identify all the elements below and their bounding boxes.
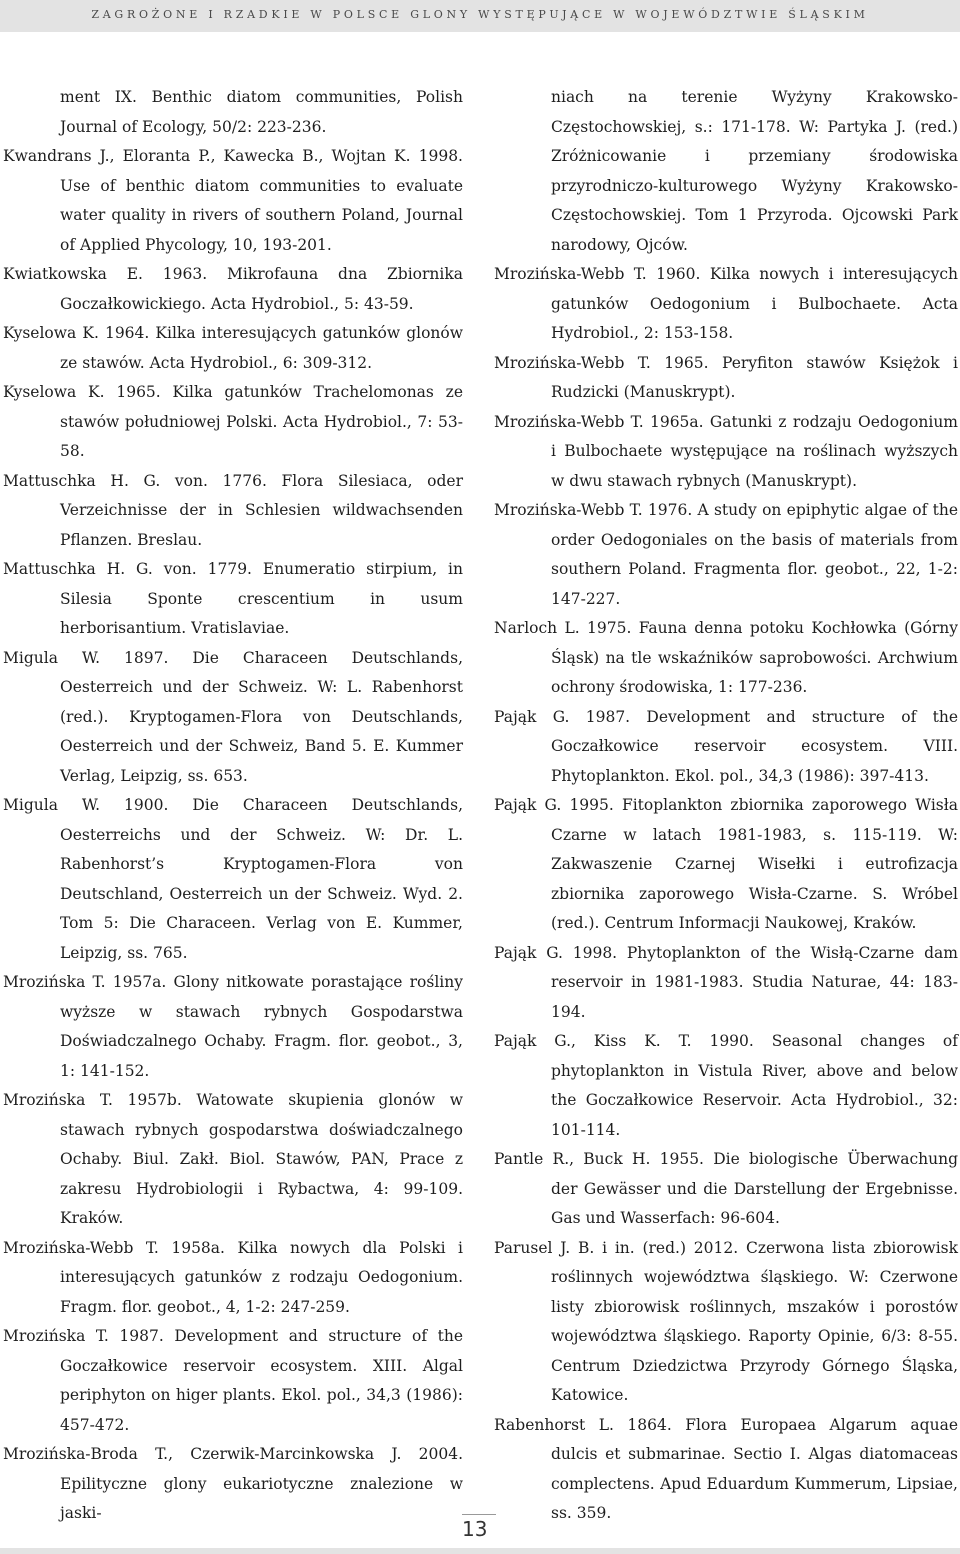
reference-entry: Mrozińska-Webb T. 1976. A study on epiphytic algae of the order Oedogoniales on the basis of materials from southern Poland. Fragmenta flor. geobot., 22, 1-2: 147-227. <box>494 501 958 608</box>
reference-entry: Mrozińska T. 1957a. Glony nitkowate porastające rośliny wyższe w stawach rybnych Gospodarstwa Doświadczalnego Ochaby. Fragm. flor. geobot., 3, 1: 141-152. <box>3 973 463 1080</box>
footer-band <box>0 1548 960 1554</box>
reference-entry: niach na terenie Wyżyny Krakowsko-Częstochowskiej, s.: 171-178. W: Partyka J. (red.) Zróżnicowanie i przemiany środowiska przyrodniczo-kulturowego Wyżyny Krakowsko-Częstochowskiej. Tom 1 Przyroda. Ojcowski Park narodowy, Ojców. <box>551 88 958 254</box>
reference-entry: Pająk G. 1998. Phytoplankton of the Wisłą-Czarne dam reservoir in 1981-1983. Studia Naturae, 44: 183-194. <box>494 943 958 1021</box>
reference-entry: Pająk G., Kiss K. T. 1990. Seasonal changes of phytoplankton in Vistula River, above and below the Goczałkowice Reservoir. Acta Hydrobiol., 32: 101-114. <box>494 1032 958 1139</box>
reference-entry: Migula W. 1897. Die Characeen Deutschlands, Oesterreich und der Schweiz. W: L. Rabenhorst (red.). Kryptogamen-Flora von Deutschlands, Oesterreich und der Schweiz, Band 5. E. Kummer Verlag, Leipzig, ss. 653. <box>3 648 463 785</box>
running-head-title: ZAGROŻONE I RZADKIE W POLSCE GLONY WYSTĘPUJĄCE W WOJEWÓDZTWIE ŚLĄSKIM <box>91 8 869 21</box>
reference-entry: Mrozińska-Webb T. 1965. Peryfiton stawów Księżok i Rudzicki (Manuskrypt). <box>494 353 958 401</box>
reference-entry: Pantle R., Buck H. 1955. Die biologische Überwachung der Gewässer und die Darstellung der Ergebnisse. Gas und Wasserfach: 96-604. <box>494 1150 958 1227</box>
reference-entry: Mattuschka H. G. von. 1776. Flora Silesiaca, oder Verzeichnisse der in Schlesien wildwachsenden Pflanzen. Breslau. <box>3 471 463 549</box>
left-reference-column <box>3 83 463 1529</box>
reference-entry: Mrozińska-Webb T. 1965a. Gatunki z rodzaju Oedogonium i Bulbochaete występujące na roślinach wyższych w dwu stawach rybnych (Manuskrypt). <box>494 412 958 490</box>
reference-entry: Mrozińska-Broda T., Czerwik-Marcinkowska J. 2004. Epilityczne glony eukariotyczne znalezione w jaski- <box>3 1445 463 1522</box>
right-reference-column <box>494 83 958 1529</box>
page-number-divider <box>462 1514 496 1515</box>
page-number: 13 <box>462 1517 488 1541</box>
reference-entry: Pająk G. 1995. Fitoplankton zbiornika zaporowego Wisła Czarne w latach 1981-1983, s. 115-119. W: Zakwaszenie Czarnej Wisełki i eutrofizacja zbiornika zaporowego Wisła-Czarne. S. Wróbel (red.). Centrum Informacji Naukowej, Kraków. <box>494 796 958 932</box>
reference-entry: Rabenhorst L. 1864. Flora Europaea Algarum aquae dulcis et submarinae. Sectio I. Algas diatomaceas complectens. Apud Eduardum Kummerum, Lipsiae, ss. 359. <box>494 1415 958 1522</box>
reference-entry: Mrozińska T. 1957b. Watowate skupienia glonów w stawach rybnych gospodarstwa doświadczalnego Ochaby. Biul. Zakł. Biol. Stawów, PAN, Prace z zakresu Hydrobiologii i Rybactwa, 4: 99-109. Kraków. <box>3 1091 463 1227</box>
reference-entry: Kwiatkowska E. 1963. Mikrofauna dna Zbiornika Goczałkowickiego. Acta Hydrobiol., 5: 43-59. <box>3 265 463 313</box>
reference-entry: Mattuschka H. G. von. 1779. Enumeratio stirpium, in Silesia Sponte crescentium in usum herborisantium. Vratislaviae. <box>3 560 463 637</box>
reference-entry: Narloch L. 1975. Fauna denna potoku Kochłowka (Górny Śląsk) na tle wskaźników saprobowości. Archwium ochrony środowiska, 1: 177-236. <box>494 619 958 696</box>
reference-entry: Mrozińska-Webb T. 1960. Kilka nowych i interesujących gatunków Oedogonium i Bulbochaete. Acta Hydrobiol., 2: 153-158. <box>494 265 958 342</box>
reference-entry: Kyselowa K. 1964. Kilka interesujących gatunków glonów ze stawów. Acta Hydrobiol., 6: 309-312. <box>3 324 463 372</box>
reference-entry: Migula W. 1900. Die Characeen Deutschlands, Oesterreichs und der Schweiz. W: Dr. L. Rabenhorst’s Kryptogamen-Flora von Deutschland, Oesterreich un der Schweiz. Wyd. 2. Tom 5: Die Characeen. Verlag von E. Kummer, Leipzig, ss. 765. <box>3 796 463 962</box>
reference-entry: Pająk G. 1987. Development and structure of the Goczałkowice reservoir ecosystem. VIII. Phytoplankton. Ekol. pol., 34,3 (1986): 397-413. <box>494 707 958 785</box>
reference-entry: Mrozińska T. 1987. Development and structure of the Goczałkowice reservoir ecosystem. XIII. Algal periphyton on higer plants. Ekol. pol., 34,3 (1986): 457-472. <box>3 1327 463 1434</box>
reference-entry: ment IX. Benthic diatom communities, Polish Journal of Ecology, 50/2: 223-236. <box>60 88 463 136</box>
reference-entry: Mrozińska-Webb T. 1958a. Kilka nowych dla Polski i interesujących gatunków z rodzaju Oedogonium. Fragm. flor. geobot., 4, 1-2: 247-259. <box>3 1238 463 1316</box>
reference-entry: Kyselowa K. 1965. Kilka gatunków Trachelomonas ze stawów południowej Polski. Acta Hydrobiol., 7: 53-58. <box>3 383 463 460</box>
running-head <box>0 0 960 32</box>
reference-entry: Kwandrans J., Eloranta P., Kawecka B., Wojtan K. 1998. Use of benthic diatom communities to evaluate water quality in rivers of southern Poland, Journal of Applied Phycology, 10, 193-201. <box>3 147 463 254</box>
reference-entry: Parusel J. B. i in. (red.) 2012. Czerwona lista zbiorowisk roślinnych województwa śląskiego. W: Czerwone listy zbiorowisk roślinnych, mszaków i porostów województwa śląskiego. Raporty Opinie, 6/3: 8-55. Centrum Dziedzictwa Przyrody Górnego Śląska, Katowice. <box>494 1238 958 1404</box>
